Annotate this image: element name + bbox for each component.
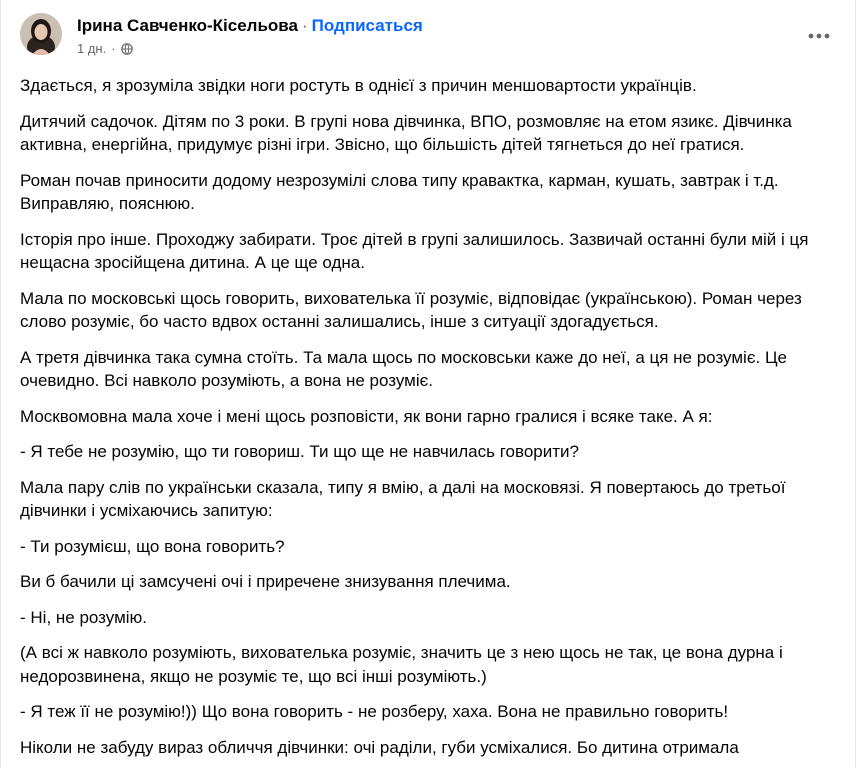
post-timestamp[interactable]: 1 дн.	[77, 41, 107, 56]
post-paragraph: Дитячий садочок. Дітям по 3 роки. В групі нова дівчинка, ВПО, розмовляє на етом язикє. Дівчинка активна, енергійна, придумує різні ігри. Звісно, що більшість дітей тягнеться до неї гратися.	[20, 111, 792, 154]
post-meta	[77, 41, 133, 57]
post-paragraph: Ви б бачили ці замсучені очі і приречене знизування плечима.	[20, 572, 511, 591]
separator-dot: ·	[302, 16, 308, 35]
post-paragraph: Здається, я зрозуміла звідки ноги ростуть в однієї з причин меншовартости українців.	[20, 76, 697, 95]
post-paragraph: А третя дівчинка така сумна стоїть. Та мала щось по московськи каже до неї, а ця не розуміє. Це очевидно. Всі навколо розуміють, а вона не розуміє.	[20, 347, 787, 390]
post-paragraph: Мала пару слів по українськи сказала, типу я вмію, а далі на московязі. Я повертаюсь до третьої дівчинки і усміхаючись запитую:	[20, 477, 786, 520]
meta-separator: ·	[111, 41, 116, 56]
more-options-icon	[808, 33, 830, 39]
post-paragraph: - Я тебе не розумію, що ти говориш. Ти що ще не навчилась говорити?	[20, 442, 579, 461]
avatar-image	[20, 13, 62, 55]
post-header	[1, 0, 856, 70]
post-paragraph: - Я теж її не розумію!)) Що вона говорить - не розберу, хаха. Вона не правильно говорить!	[20, 702, 729, 721]
follow-button[interactable]: Подписаться	[311, 16, 423, 35]
post-paragraph: Роман почав приносити додому незрозумілі слова типу кравактка, карман, кушать, завтрак і т.д. Виправляю, пояснюю.	[20, 170, 779, 213]
author-name[interactable]: Ірина Савченко-Кісельова	[77, 16, 298, 35]
globe-icon[interactable]	[121, 43, 133, 55]
more-options-button[interactable]	[801, 22, 837, 50]
post-paragraph: Ніколи не забуду вираз обличчя дівчинки: очі раділи, губи усміхалися. Бо дитина отримала	[20, 737, 739, 757]
post-paragraph: - Ні, не розумію.	[20, 607, 148, 627]
post-paragraph: (А всі ж навколо розуміють, вихователька розуміє, значить це з нею щось не так, це вона дурна і недорозвинена, якщо не розуміє те, що всі інші розуміють.)	[20, 643, 783, 686]
author-avatar[interactable]	[20, 13, 62, 55]
post-paragraph: Москвомовна мала хоче і мені щось розповісти, як вони гарно гралися і всяке таке. А я:	[20, 406, 713, 426]
post-paragraph: Мала по московські щось говорить, вихователька її розуміє, відповідає (українською). Роман через слово розуміє, бо часто вдвох останні залишались, інше з ситуації здогадується.	[20, 288, 802, 331]
post-paragraph: - Ти розумієш, що вона говорить?	[20, 536, 285, 556]
author-line	[77, 16, 423, 36]
post-body	[20, 74, 840, 768]
post-paragraph: Історія про інше. Проходжу забирати. Троє дітей в групі залишилось. Зазвичай останні були мій і ця нещасна зросійщена дитина. А це ще одна.	[20, 229, 809, 272]
